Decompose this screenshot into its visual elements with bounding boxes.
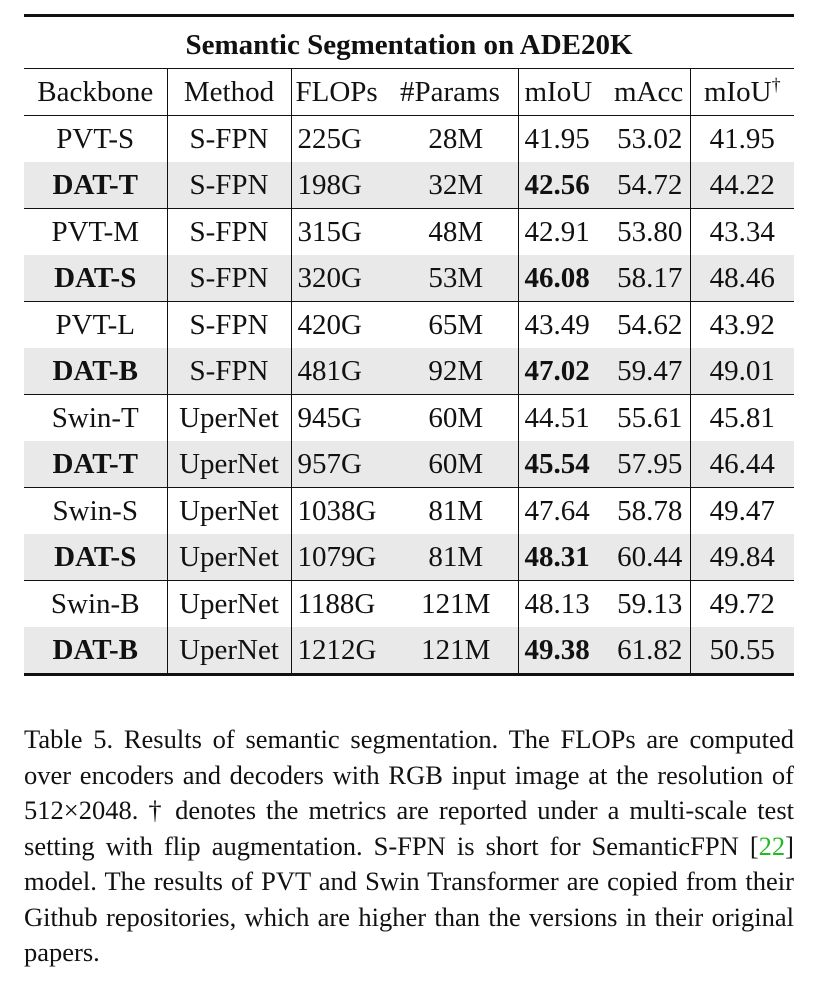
citation-link[interactable]: 22 xyxy=(758,830,786,861)
cell-params: 53M xyxy=(394,255,518,302)
header-backbone: Backbone xyxy=(24,69,167,116)
header-miou-ms-label: mIoU xyxy=(703,75,772,108)
cell-miou: 42.56 xyxy=(518,162,610,209)
table-header-row xyxy=(24,69,794,116)
cell-miou-ms: 43.34 xyxy=(709,215,775,248)
cell-miou-ms: 49.72 xyxy=(709,587,775,620)
cell-miou: 47.64 xyxy=(524,494,590,527)
cell-params: 60M xyxy=(394,395,518,442)
cell-params: 28M xyxy=(394,116,518,163)
dagger-mark: † xyxy=(771,73,781,94)
cell-flops: 320G xyxy=(291,255,394,302)
header-params: #Params xyxy=(394,69,518,116)
cell-backbone: DAT-T xyxy=(24,441,167,488)
table-row xyxy=(24,441,794,488)
cell-macc: 55.61 xyxy=(610,395,690,442)
cell-method: S-FPN xyxy=(167,255,291,302)
cell-flops: 198G xyxy=(291,162,394,209)
caption-text-1: Table 5. Results of semantic segmentation. The FLOPs are computed over encoders and decoders with RGB input image at the resolution of 512×2048. † denotes the metrics are reported under a multi-scale test setting with flip augmentation. S-FPN is short for SemanticFPN [ xyxy=(24,724,794,861)
cell-backbone: DAT-B xyxy=(24,627,167,675)
cell-macc: 54.72 xyxy=(610,162,690,209)
table-row xyxy=(24,395,794,442)
cell-macc: 61.82 xyxy=(610,627,690,675)
cell-flops: 945G xyxy=(297,401,362,434)
cell-backbone: DAT-S xyxy=(24,255,167,302)
table-row xyxy=(24,209,794,256)
cell-backbone: DAT-B xyxy=(24,348,167,395)
results-table-container xyxy=(24,14,794,676)
cell-method: UperNet xyxy=(167,581,291,628)
cell-backbone: Swin-T xyxy=(24,395,167,442)
cell-flops: 957G xyxy=(291,441,394,488)
cell-flops: 1212G xyxy=(291,627,394,675)
table-row xyxy=(24,302,794,349)
cell-miou-ms: 46.44 xyxy=(690,441,794,488)
cell-macc: 54.62 xyxy=(610,302,690,349)
cell-flops: 1079G xyxy=(291,534,394,581)
cell-miou-ms: 49.84 xyxy=(690,534,794,581)
cell-params: 81M xyxy=(394,534,518,581)
cell-macc: 59.13 xyxy=(610,581,690,628)
header-method: Method xyxy=(167,69,291,116)
table-row xyxy=(24,581,794,628)
cell-method: UperNet xyxy=(167,488,291,535)
cell-backbone: Swin-S xyxy=(24,488,167,535)
cell-flops: 225G xyxy=(297,122,362,155)
cell-flops: 481G xyxy=(291,348,394,395)
cell-params: 65M xyxy=(394,302,518,349)
cell-method: UperNet xyxy=(167,395,291,442)
cell-miou: 45.54 xyxy=(518,441,610,488)
cell-method: S-FPN xyxy=(167,162,291,209)
cell-flops: 1038G xyxy=(297,494,377,527)
cell-miou-ms: 50.55 xyxy=(690,627,794,675)
cell-miou-ms: 43.92 xyxy=(709,308,775,341)
table-row xyxy=(24,488,794,535)
header-miou: mIoU xyxy=(518,69,610,116)
cell-miou: 48.31 xyxy=(518,534,610,581)
header-macc: mAcc xyxy=(610,69,690,116)
cell-miou: 46.08 xyxy=(518,255,610,302)
cell-macc: 53.80 xyxy=(610,209,690,256)
cell-params: 32M xyxy=(394,162,518,209)
cell-method: S-FPN xyxy=(167,116,291,163)
header-miou-ms xyxy=(690,69,794,116)
cell-params: 92M xyxy=(394,348,518,395)
cell-method: UperNet xyxy=(167,441,291,488)
cell-params: 60M xyxy=(394,441,518,488)
cell-method: S-FPN xyxy=(167,348,291,395)
table-title-row xyxy=(24,16,794,69)
cell-macc: 58.78 xyxy=(610,488,690,535)
cell-miou: 48.13 xyxy=(524,587,590,620)
table-row xyxy=(24,627,794,675)
cell-macc: 58.17 xyxy=(610,255,690,302)
table-row xyxy=(24,534,794,581)
results-table xyxy=(24,14,794,676)
cell-macc: 57.95 xyxy=(610,441,690,488)
caption-text-2: ] model. The results of PVT and Swin Transformer are copied from their Github repositories, which are higher than the versions in their original papers. xyxy=(24,830,794,967)
cell-backbone: PVT-M xyxy=(24,209,167,256)
table-row xyxy=(24,162,794,209)
cell-backbone: DAT-S xyxy=(24,534,167,581)
header-flops: FLOPs xyxy=(291,69,394,116)
cell-method: S-FPN xyxy=(167,209,291,256)
cell-miou: 49.38 xyxy=(518,627,610,675)
cell-params: 81M xyxy=(394,488,518,535)
cell-backbone: DAT-T xyxy=(24,162,167,209)
table-title: Semantic Segmentation on ADE20K xyxy=(24,16,794,69)
cell-miou-ms: 49.47 xyxy=(709,494,775,527)
cell-miou-ms: 44.22 xyxy=(690,162,794,209)
cell-miou: 42.91 xyxy=(524,215,590,248)
cell-method: UperNet xyxy=(167,627,291,675)
cell-params: 121M xyxy=(394,581,518,628)
cell-miou-ms: 48.46 xyxy=(690,255,794,302)
cell-macc: 60.44 xyxy=(610,534,690,581)
cell-flops: 315G xyxy=(297,215,362,248)
cell-miou: 43.49 xyxy=(524,308,590,341)
table-caption xyxy=(24,722,794,971)
cell-backbone: PVT-L xyxy=(24,302,167,349)
cell-params: 121M xyxy=(394,627,518,675)
cell-method: S-FPN xyxy=(167,302,291,349)
cell-backbone: Swin-B xyxy=(24,581,167,628)
cell-miou-ms: 49.01 xyxy=(690,348,794,395)
table-row xyxy=(24,116,794,163)
cell-miou: 41.95 xyxy=(524,122,590,155)
table-body xyxy=(24,116,794,675)
cell-flops: 1188G xyxy=(297,587,376,620)
table-row xyxy=(24,348,794,395)
table-row xyxy=(24,255,794,302)
cell-backbone: PVT-S xyxy=(24,116,167,163)
cell-method: UperNet xyxy=(167,534,291,581)
cell-miou: 47.02 xyxy=(518,348,610,395)
cell-miou-ms: 41.95 xyxy=(709,122,775,155)
cell-miou: 44.51 xyxy=(524,401,590,434)
cell-flops: 420G xyxy=(297,308,362,341)
cell-miou-ms: 45.81 xyxy=(709,401,775,434)
cell-macc: 53.02 xyxy=(610,116,690,163)
cell-params: 48M xyxy=(394,209,518,256)
cell-macc: 59.47 xyxy=(610,348,690,395)
